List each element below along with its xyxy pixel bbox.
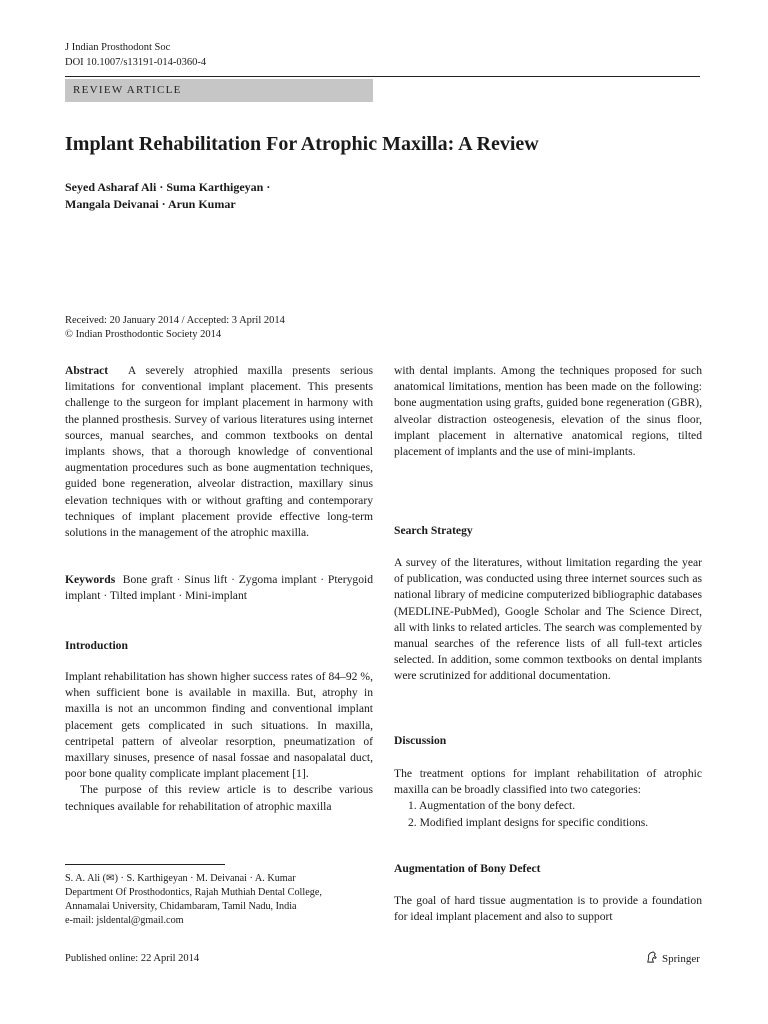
- search-strategy-text: A survey of the literatures, without limitation regarding the year of publication, was conducted using three internet sources such as national library of medicine computerized bibliographic databases (MEDLINE-PubMed), Google Scholar and The Science Direct, all with links to related articles. The search was complemented by manual searches of the reference lists of all full-text articles selected. In addition, some common textbooks on dental implants were scrutinized for additional documentation.: [394, 556, 702, 683]
- search-strategy-body: [394, 555, 702, 685]
- augmentation-body: [394, 893, 702, 925]
- introduction-continued: [394, 363, 702, 460]
- abstract-label: Abstract: [65, 364, 109, 377]
- footnote-rule: [65, 864, 225, 865]
- keywords-text: Bone graft · Sinus lift · Zygoma implant · Pterygoid implant · Tilted implant · Mini-implant: [65, 573, 374, 603]
- author-list: [65, 179, 270, 213]
- footnote-email: e-mail: jsldental@gmail.com: [65, 915, 184, 926]
- introduction-paragraph-2: The purpose of this review article is to describe various techniques available for rehabilitation of atrophic maxilla: [65, 783, 373, 813]
- footnote-authors: S. A. Ali (✉) · S. Karthigeyan · M. Deivanai · A. Kumar: [65, 873, 296, 884]
- abstract-text: A severely atrophied maxilla presents serious limitations for conventional implant placement. This presents challenge to the surgeon for implant placement in harmony with the planned prosthesis. Survey of various literatures using internet sources, manual searches, and common textbooks on dental implants shows, that a thorough knowledge of conventional augmentation procedures such as bone augmentation techniques, guided bone regeneration, alveolar distraction, maxillary sinus elevation techniques with or without grafting and contemporary techniques of implant placement provide effective long-term solutions in the management of the atrophic maxilla.: [65, 364, 373, 540]
- introduction-heading: Introduction: [65, 639, 128, 652]
- journal-info: [65, 40, 206, 70]
- copyright: © Indian Prosthodontic Society 2014: [65, 329, 222, 340]
- discussion-item-2: 2. Modified implant designs for specific conditions.: [408, 815, 649, 829]
- published-date: Published online: 22 April 2014: [65, 953, 200, 964]
- footnote-univ: Annamalai University, Chidambaram, Tamil Nadu, India: [65, 901, 297, 912]
- article-type-banner: REVIEW ARTICLE: [65, 79, 373, 102]
- augmentation-text: The goal of hard tissue augmentation is to provide a foundation for ideal implant placement and also to support: [394, 894, 702, 924]
- publisher-logo: [645, 951, 700, 967]
- received-accepted: Received: 20 January 2014 / Accepted: 3 April 2014: [65, 315, 285, 326]
- publisher-name: Springer: [662, 953, 700, 965]
- discussion-item-1: 1. Augmentation of the bony defect.: [408, 799, 576, 813]
- keywords-label: Keywords: [65, 573, 116, 586]
- abstract-section: [65, 363, 373, 541]
- article-dates: [65, 314, 285, 342]
- introduction-paragraph-1: Implant rehabilitation has shown higher success rates of 84–92 %, when sufficient bone is available in maxilla. But, atrophy in maxilla is not an uncommon finding and conventional implant placement gets complicated in such situations. In maxilla, centripetal pattern of alveolar resorption, pneumatization of maxillary sinuses, presence of nasal fossae and nasopalatal duct, poor bone quality complicate implant placement [1].: [65, 670, 373, 781]
- introduction-body: [65, 669, 373, 815]
- article-title: Implant Rehabilitation For Atrophic Maxilla: A Review: [65, 133, 539, 155]
- introduction-paragraph-2-continued: with dental implants. Among the techniques proposed for such anatomical limitations, mention has been made on the following: bone augmentation using grafts, guided bone regeneration (GBR), alveolar distraction osteogenesis, elevation of the sinus floor, implant placement in alternative anatomical regions, tilted placement of implants and the use of mini-implants.: [394, 364, 702, 459]
- journal-name: J Indian Prosthodont Soc: [65, 42, 171, 53]
- springer-horse-icon: [645, 951, 658, 967]
- discussion-list: [394, 798, 702, 830]
- author-footnote: [65, 872, 322, 928]
- discussion-text: The treatment options for implant rehabilitation of atrophic maxilla can be broadly classified into two categories:: [394, 767, 702, 797]
- header-rule: [65, 76, 700, 77]
- footnote-dept: Department Of Prosthodontics, Rajah Muthiah Dental College,: [65, 887, 322, 898]
- doi: DOI 10.1007/s13191-014-0360-4: [65, 57, 207, 68]
- authors-line-2: Mangala Deivanai · Arun Kumar: [65, 197, 236, 211]
- authors-line-1: Seyed Asharaf Ali · Suma Karthigeyan ·: [65, 180, 271, 194]
- augmentation-heading: Augmentation of Bony Defect: [394, 862, 541, 875]
- discussion-heading: Discussion: [394, 734, 447, 747]
- search-strategy-heading: Search Strategy: [394, 524, 473, 537]
- keywords-section: [65, 572, 373, 604]
- discussion-body: [394, 766, 702, 831]
